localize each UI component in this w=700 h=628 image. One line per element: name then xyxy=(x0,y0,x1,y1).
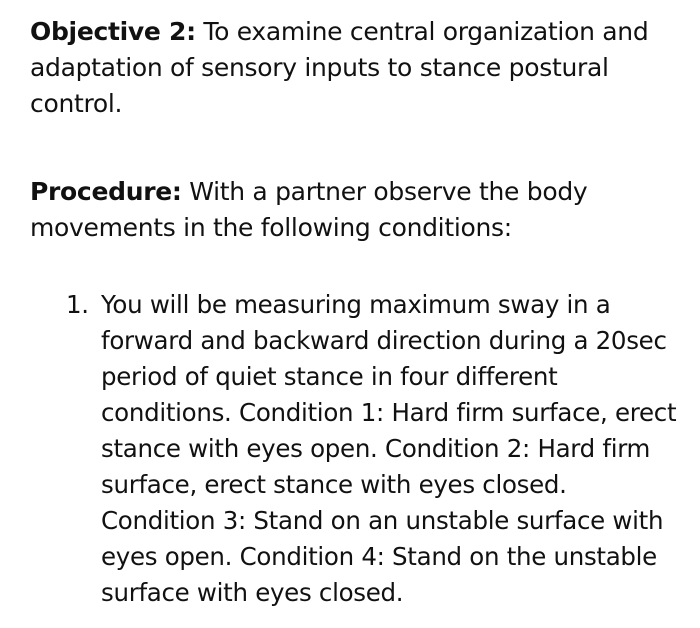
list-item-number: 1. xyxy=(66,290,89,319)
procedure-steps-list xyxy=(30,287,680,611)
list-item xyxy=(30,287,680,611)
objective-label: Objective 2: xyxy=(30,17,196,46)
procedure-paragraph xyxy=(30,174,680,246)
procedure-label: Procedure: xyxy=(30,177,182,206)
procedure-text: With a partner observe the body movements in the following conditions: xyxy=(30,177,588,242)
objective-text: To examine central organization and adaptation of sensory inputs to stance postural control. xyxy=(30,17,649,118)
list-item-text: You will be measuring maximum sway in a forward and backward direction during a 20sec period of quiet stance in four different conditions. Condition 1: Hard firm surface, erect stance with eyes open. Condition 2: Hard firm surface, erect stance with eyes closed. Condition 3: Stand on an unstable surface with eyes open. Condition 4: Stand on the unstable surface with eyes closed. xyxy=(101,290,677,607)
objective-paragraph xyxy=(30,14,680,122)
